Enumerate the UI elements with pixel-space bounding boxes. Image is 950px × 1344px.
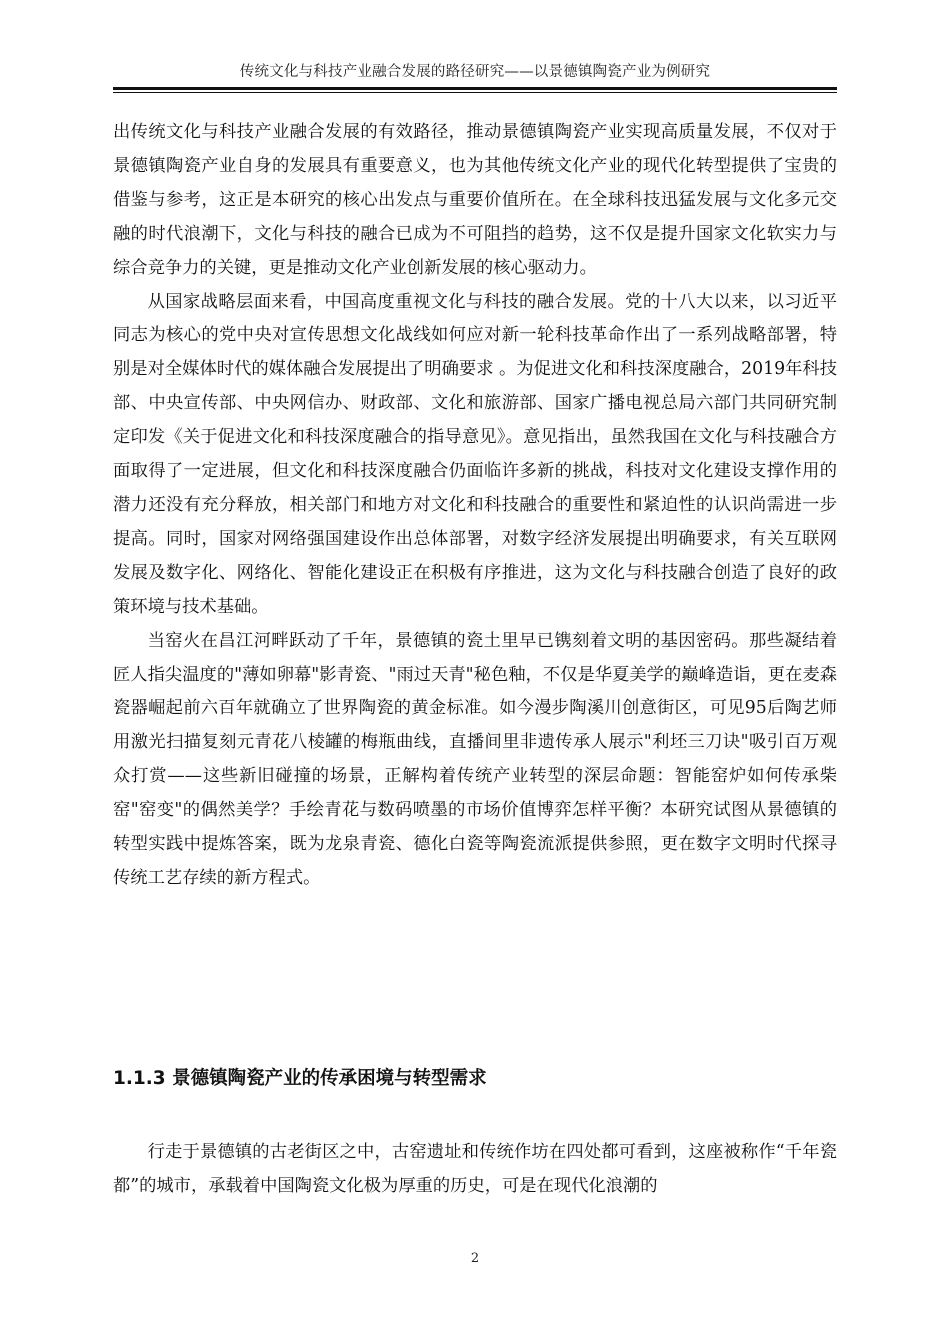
- paragraph-kiln-fire: 当窑火在昌江河畔跃动了千年，景德镇的瓷土里早已镌刻着文明的基因密码。那些凝结着匠人指尖温度的"薄如卵幕"影青瓷、"雨过天青"秘色釉，不仅是华夏美学的巅峰造诣，更在麦森瓷器崛起前六百年就确立了世界陶瓷的黄金标准。如今漫步陶溪川创意街区，可见95后陶艺师用激光扫描复刻元青花八棱罐的梅瓶曲线，直播间里非遗传承人展示"利坯三刀诀"吸引百万观众打赏——这些新旧碰撞的场景，正解构着传统产业转型的深层命题：智能窑炉如何传承柴窑"窑变"的偶然美学？手绘青花与数码喷墨的市场价值博弈怎样平衡？本研究试图从景德镇的转型实践中提炼答案，既为龙泉青瓷、德化白瓷等陶瓷流派提供参照，更在数字文明时代探寻传统工艺存续的新方程式。: [113, 630, 837, 888]
- page-number: 2: [470, 1251, 480, 1266]
- paragraph-continuation: 出传统文化与科技产业融合发展的有效路径，推动景德镇陶瓷产业实现高质量发展，不仅对于景德镇陶瓷产业自身的发展具有重要意义，也为其他传统文化产业的现代化转型提供了宝贵的借鉴与参考，这正是本研究的核心出发点与重要价值所在。在全球科技迅猛发展与文化多元交融的时代浪潮下，文化与科技的融合已成为不可阻挡的趋势，这不仅是提升国家文化软实力与综合竞争力的关键，更是推动文化产业创新发展的核心驱动力。: [113, 122, 837, 278]
- body-text: [113, 116, 837, 896]
- header-rule-thick: [113, 87, 837, 90]
- section-heading: 1.1.3 景德镇陶瓷产业的传承困境与转型需求: [113, 1068, 487, 1089]
- paragraph-national-strategy: 从国家战略层面来看，中国高度重视文化与科技的融合发展。党的十八大以来，以习近平同志为核心的党中央对宣传思想文化战线如何应对新一轮科技革命作出了一系列战略部署，特别是对全媒体时代的媒体融合发展提出了明确要求 。为促进文化和科技深度融合，2019年科技部、中央宣传部、中央网信办、财政部、文化和旅游部、国家广播电视总局六部门共同研究制定印发《关于促进文化和科技深度融合的指导意见》。意见指出，虽然我国在文化与科技融合方面取得了一定进展，但文化和科技深度融合仍面临许多新的挑战，科技对文化建设支撑作用的潜力还没有充分释放，相关部门和地方对文化和科技融合的重要性和紧迫性的认识尚需进一步提高。同时，国家对网络强国建设作出总体部署，对数字经济发展提出明确要求，有关互联网发展及数字化、网络化、智能化建设正在积极有序推进，这为文化与科技融合创造了良好的政策环境与技术基础。: [113, 291, 837, 617]
- paragraph-section-intro: 行走于景德镇的古老街区之中，古窑遗址和传统作坊在四处都可看到，这座被称作“千年瓷都”的城市，承载着中国陶瓷文化极为厚重的历史，可是在现代化浪潮的: [113, 1142, 837, 1196]
- header-rule-thin: [113, 92, 837, 93]
- running-header: 传统文化与科技产业融合发展的路径研究——以景德镇陶瓷产业为例研究: [239, 64, 711, 80]
- section-body: [113, 1136, 837, 1204]
